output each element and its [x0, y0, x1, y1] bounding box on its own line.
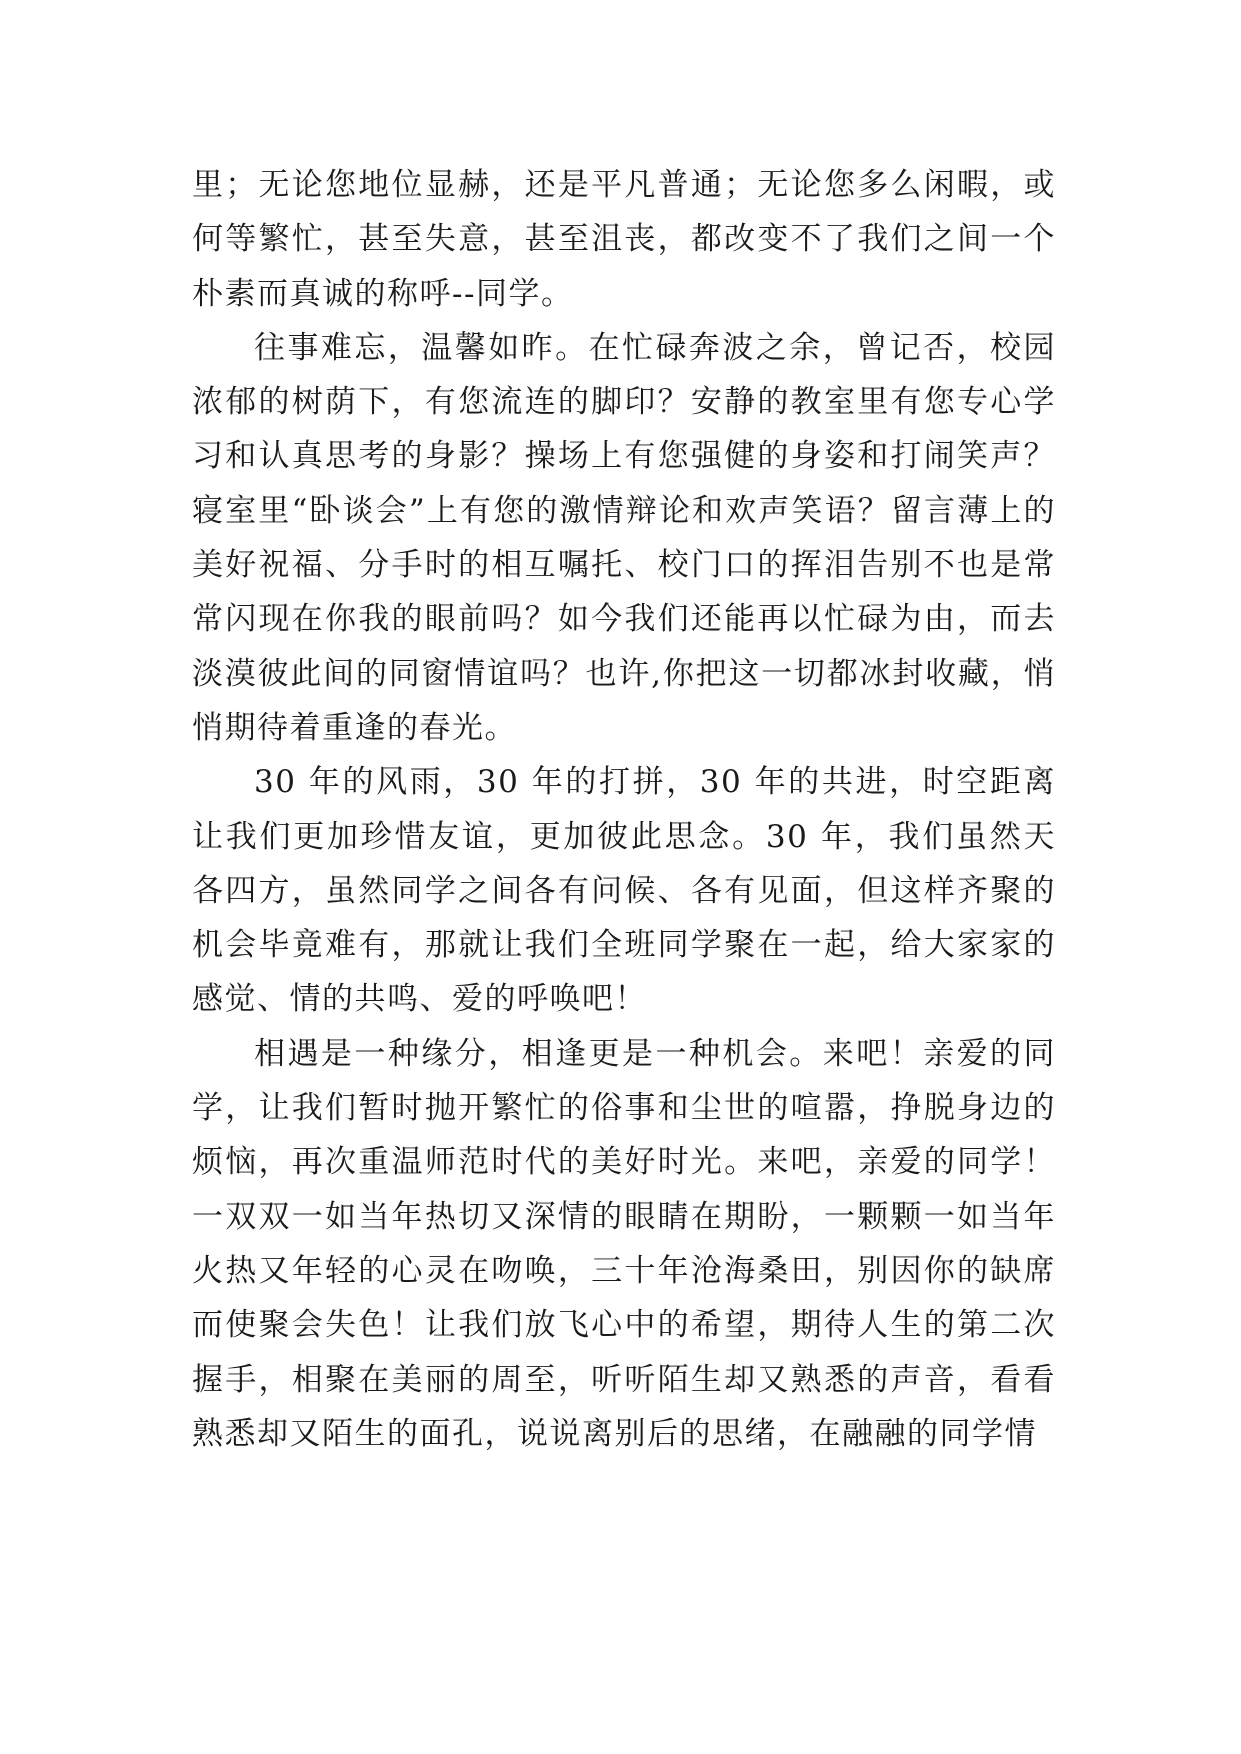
- letter-body: [192, 158, 1056, 1461]
- paragraph-thirty-years: 30 年的风雨，30 年的打拼，30 年的共进，时空距离让我们更加珍惜友谊，更加彼此思念。30 年，我们虽然天各四方，虽然同学之间各有问候、各有见面，但这样齐聚的机会毕竟难有，那就让我们全班同学聚在一起，给大家家的感觉、情的共鸣、爱的呼唤吧！: [192, 764, 1056, 1018]
- paragraph-continuation: 里；无论您地位显赫，还是平凡普通；无论您多么闲暇，或何等繁忙，甚至失意，甚至沮丧，都改变不了我们之间一个朴素而真诚的称呼--同学。: [192, 167, 1056, 312]
- paragraph-invitation: 相遇是一种缘分，相逢更是一种机会。来吧！亲爱的同学，让我们暂时抛开繁忙的俗事和尘世的喧嚣，挣脱身边的烦恼，再次重温师范时代的美好时光。来吧，亲爱的同学！一双双一如当年热切又深情的眼睛在期盼，一颗颗一如当年火热又年轻的心灵在吻唤，三十年沧海桑田，别因你的缺席而使聚会失色！让我们放飞心中的希望，期待人生的第二次握手，相聚在美丽的周至，听听陌生却又熟悉的声音，看看熟悉却又陌生的面孔，说说离别后的思绪，在融融的同学情: [192, 1035, 1056, 1452]
- paragraph-memories: 往事难忘，温馨如昨。在忙碌奔波之余，曾记否，校园浓郁的树荫下，有您流连的脚印？安静的教室里有您专心学习和认真思考的身影？操场上有您强健的身姿和打闹笑声？寝室里“卧谈会”上有您的激情辩论和欢声笑语？留言薄上的美好祝福、分手时的相互嘱托、校门口的挥泪告别不也是常常闪现在你我的眼前吗？如今我们还能再以忙碌为由，而去淡漠彼此间的同窗情谊吗？也许,你把这一切都冰封收藏，悄悄期待着重逢的春光。: [192, 329, 1056, 746]
